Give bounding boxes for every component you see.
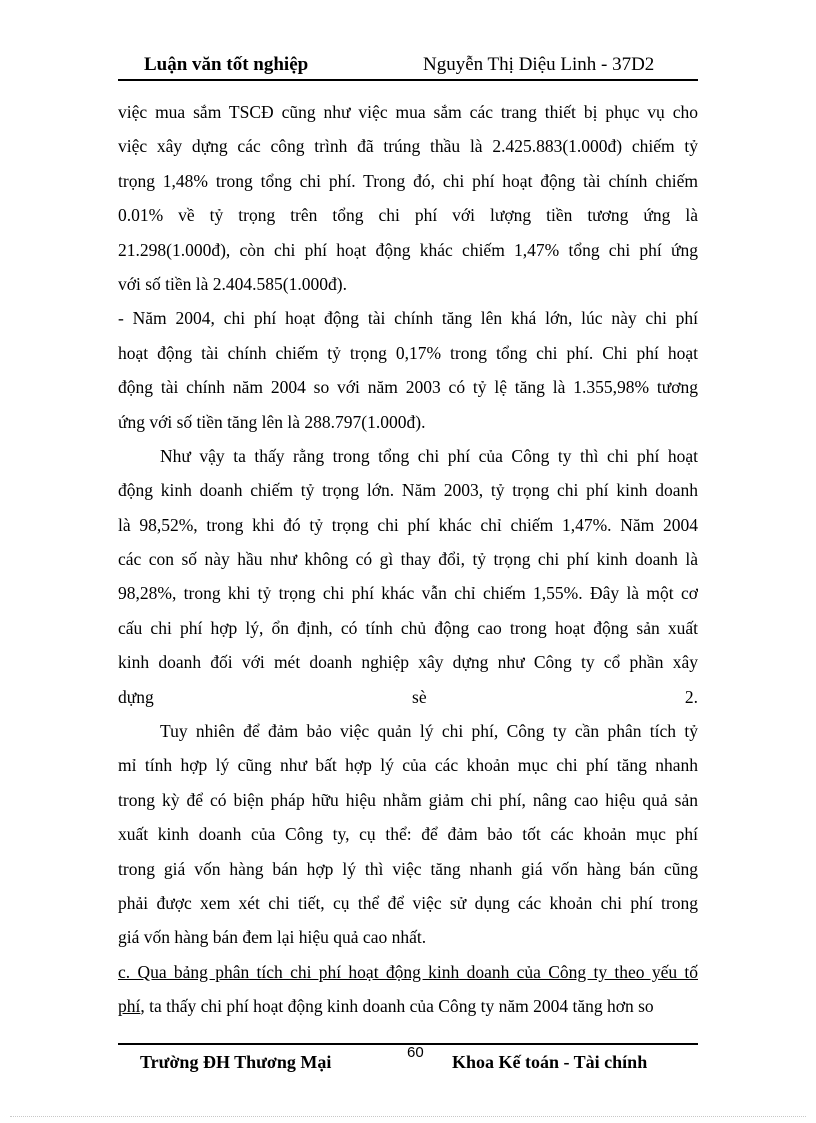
text-line: trọng 1,48% trong tổng chi phí. Trong đó, chi phí hoạt động tài chính chiếm (118, 170, 698, 191)
text-line: cấu chi phí hợp lý, ổn định, có tính chủ động cao trong hoạt động sản xuất (118, 617, 698, 638)
footer-university: Trường ĐH Thương Mại (140, 1052, 332, 1072)
text-line: trong kỳ để có biện pháp hữu hiệu nhằm giảm chi phí, nâng cao hiệu quả sản (118, 789, 698, 810)
text-line: các con số này hầu như không có gì thay đổi, tỷ trọng chi phí kinh doanh là (118, 549, 698, 570)
text-line: việc xây dựng các công trình đã trúng thầu là 2.425.883(1.000đ) chiếm tỷ (118, 136, 698, 157)
text-line: là 98,52%, trong khi đó tỷ trọng chi phí khác chỉ chiếm 1,47%. Năm 2004 (118, 514, 698, 535)
text-line: ứng với số tiền tăng lên là 288.797(1.000đ). (118, 411, 426, 432)
text-line: 21.298(1.000đ), còn chi phí hoạt động khác chiếm 1,47% tổng chi phí ứng (118, 239, 698, 260)
page-header (118, 52, 698, 80)
text-line: trong giá vốn hàng bán hợp lý thì việc tăng nhanh giá vốn hàng bán cũng (118, 858, 698, 879)
footer-faculty: Khoa Kế toán - Tài chính (452, 1052, 648, 1072)
text-line: động kinh doanh chiếm tỷ trọng lớn. Năm 2003, tỷ trọng chi phí kinh doanh (118, 480, 698, 501)
text-line: 0.01% về tỷ trọng trên tổng chi phí với lượng tiền tương ứng là (118, 205, 698, 226)
underlined-word: phí (118, 996, 141, 1017)
text-line: động tài chính năm 2004 so với năm 2003 có tỷ lệ tăng là 1.355,98% tương (118, 377, 698, 398)
text-line: giá vốn hàng bán đem lại hiệu quả cao nhất. (118, 927, 427, 948)
page-bottom-dotted-border (10, 1116, 806, 1117)
text-line: Như vậy ta thấy rằng trong tổng chi phí của Công ty thì chi phí hoạt (160, 445, 698, 466)
header-author: Nguyễn Thị Diệu Linh - 37D2 (423, 54, 655, 75)
section-heading-line: c. Qua bảng phân tích chi phí hoạt động kinh doanh của Công ty theo yếu tố (118, 961, 698, 982)
text-line: kinh doanh đối với mét doanh nghiệp xây dựng như Công ty cổ phần xây (118, 652, 698, 673)
header-thesis-title: Luận văn tốt nghiệp (144, 54, 309, 75)
text-line: 98,28%, trong khi tỷ trọng chi phí khác vẫn chỉ chiếm 1,55%. Đây là một cơ (118, 583, 698, 604)
header-divider (118, 79, 698, 81)
text-line: phải được xem xét chi tiết, cụ thể để việc sử dụng các khoản chi phí trong (118, 892, 698, 913)
text-line (118, 989, 698, 1023)
text-line: xuất kinh doanh của Công ty, cụ thể: để đảm bảo tốt các khoản mục phí (118, 824, 698, 845)
text-line: việc mua sắm TSCĐ cũng như việc mua sắm các trang thiết bị phục vụ cho (118, 102, 698, 122)
text-line: - Năm 2004, chi phí hoạt động tài chính tăng lên khá lớn, lúc này chi phí (118, 308, 698, 329)
text-line: với số tiền là 2.404.585(1.000đ). (118, 273, 347, 294)
text-line: hoạt động tài chính chiếm tỷ trọng 0,17% trong tổng chi phí. Chi phí hoạt (118, 342, 698, 363)
document-body (118, 95, 698, 1024)
text-line: mỉ tính hợp lý cũng như bất hợp lý của các khoản mục chi phí tăng nhanh (118, 755, 698, 776)
text-line-rest: , ta thấy chi phí hoạt động kinh doanh của Công ty năm 2004 tăng hơn so (140, 996, 654, 1017)
page-number: 60 (407, 1044, 424, 1061)
text-line: Tuy nhiên để đảm bảo việc quản lý chi phí, Công ty cần phân tích tỷ (160, 721, 698, 742)
text-line: dựng sè 2. (118, 686, 698, 707)
